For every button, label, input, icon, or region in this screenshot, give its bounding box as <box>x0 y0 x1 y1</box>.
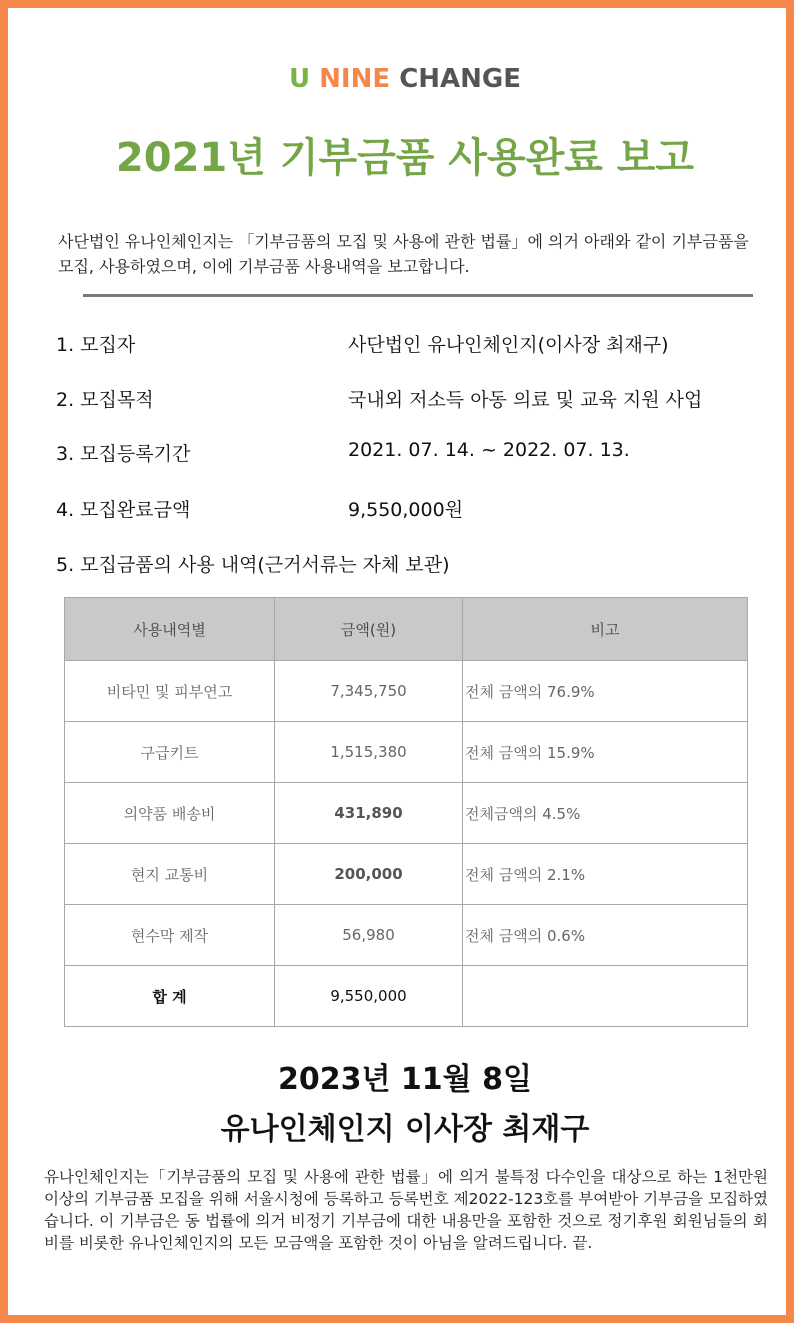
info-value: 2021. 07. 14. ~ 2022. 07. 13. <box>348 439 630 461</box>
row-item: 비타민 및 피부연고 <box>65 661 275 722</box>
row-amount: 7,345,750 <box>275 661 463 722</box>
total-note <box>463 966 748 1027</box>
info-label: 2. 모집목적 <box>56 389 154 411</box>
logo-nine: NINE <box>319 64 391 94</box>
table-row <box>65 722 748 783</box>
info-value: 국내외 저소득 아동 의료 및 교육 지원 사업 <box>348 389 703 411</box>
total-amount: 9,550,000 <box>275 966 463 1027</box>
header-amount: 금액(원) <box>275 598 463 661</box>
table-total-row <box>65 966 748 1027</box>
info-value: 사단법인 유나인체인지(이사장 최재구) <box>348 334 669 356</box>
row-amount: 200,000 <box>275 844 463 905</box>
logo-change: CHANGE <box>399 64 522 94</box>
row-note: 전체 금액의 15.9% <box>463 722 748 783</box>
header-note: 비고 <box>463 598 748 661</box>
signer-name: 유나인체인지 이사장 최재구 <box>220 1112 590 1147</box>
row-amount: 431,890 <box>275 783 463 844</box>
row-item: 의약품 배송비 <box>65 783 275 844</box>
total-label: 합 계 <box>65 966 275 1027</box>
info-label: 5. 모집금품의 사용 내역(근거서류는 자체 보관) <box>56 554 450 576</box>
info-label: 3. 모집등록기간 <box>56 443 191 465</box>
report-date: 2023년 11월 8일 <box>278 1062 532 1097</box>
info-value: 9,550,000원 <box>348 499 464 521</box>
info-label: 4. 모집완료금액 <box>56 499 191 521</box>
row-amount: 1,515,380 <box>275 722 463 783</box>
divider <box>83 294 753 297</box>
info-label: 1. 모집자 <box>56 334 136 356</box>
row-note: 전체 금액의 2.1% <box>463 844 748 905</box>
table-row <box>65 783 748 844</box>
row-item: 현수막 제작 <box>65 905 275 966</box>
intro-paragraph: 사단법인 유나인체인지는 「기부금품의 모집 및 사용에 관한 법률」에 의거 아래와 같이 기부금품을 모집, 사용하였으며, 이에 기부금품 사용내역을 보고합니다. <box>58 232 749 276</box>
brand-logo <box>8 64 794 94</box>
row-note: 전체 금액의 76.9% <box>463 661 748 722</box>
table-row <box>65 844 748 905</box>
header-item: 사용내역별 <box>65 598 275 661</box>
logo-u: U <box>288 64 311 94</box>
page-title: 2021년 기부금품 사용완료 보고 <box>115 135 695 181</box>
usage-table <box>64 597 748 1027</box>
row-note: 전체 금액의 0.6% <box>463 905 748 966</box>
table-row <box>65 661 748 722</box>
table-row <box>65 905 748 966</box>
legal-notice: 유나인체인지는「기부금품의 모집 및 사용에 관한 법률」에 의거 불특정 다수인을 대상으로 하는 1천만원 이상의 기부금품 모집을 위해 서울시청에 등록하고 등록번호 제2022-123호를 부여받아 기부금을 모집하였습니다. 이 기부금은 동 법률에 의거 비정기 기부금에 대한 내용만을 포함한 것으로 정기후원 회원님들의 회비를 비롯한 유나인체인지의 모든 모금액을 포함한 것이 아님을 알려드립니다. 끝. <box>44 1168 768 1252</box>
row-item: 현지 교통비 <box>65 844 275 905</box>
row-item: 구급키트 <box>65 722 275 783</box>
table-header-row <box>65 598 748 661</box>
row-note: 전체금액의 4.5% <box>463 783 748 844</box>
row-amount: 56,980 <box>275 905 463 966</box>
